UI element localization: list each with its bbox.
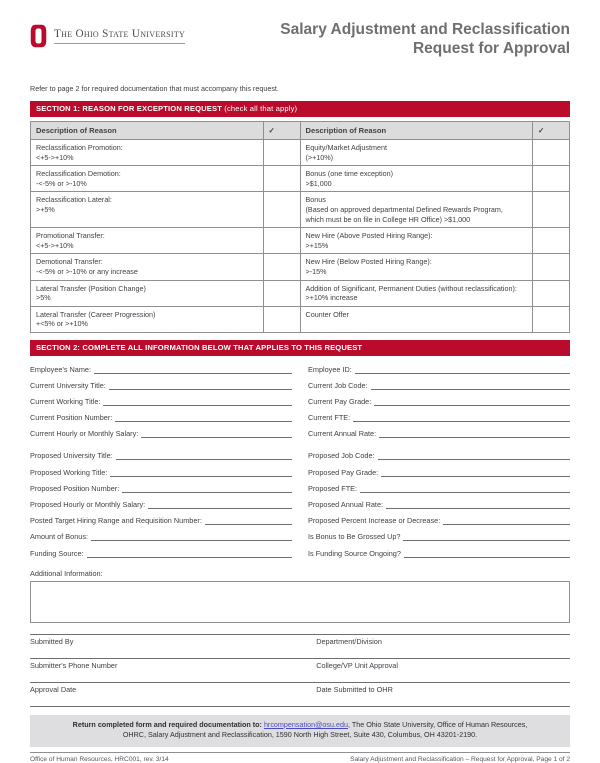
reason-text-line: >-15% <box>305 267 327 277</box>
signature-row <box>30 634 570 647</box>
field-row <box>30 397 292 406</box>
reason-cell-right <box>300 306 533 332</box>
reason-checkbox-left-1[interactable] <box>263 166 300 192</box>
reason-checkbox-right-4[interactable] <box>533 254 570 280</box>
field-label: Posted Target Hiring Range and Requisition Number: <box>30 516 202 526</box>
return-instructions-line-1 <box>42 720 558 731</box>
reason-cell-right <box>300 280 533 306</box>
field-row <box>308 516 570 525</box>
field-column-proposed-right <box>302 451 570 564</box>
field-row <box>30 516 292 525</box>
university-brand <box>30 20 185 48</box>
current-left-input-4[interactable] <box>141 430 292 438</box>
current-right-input-0[interactable] <box>355 366 570 374</box>
section-2-fields <box>30 365 570 565</box>
intro-note: Refer to page 2 for required documentation that must accompany this request. <box>30 84 279 93</box>
proposed-right-input-6[interactable] <box>404 550 570 558</box>
signature-label-right-1: College/VP Unit Approval <box>316 661 398 671</box>
proposed-left-input-1[interactable] <box>110 469 292 477</box>
field-row <box>30 381 292 390</box>
field-label: Amount of Bonus: <box>30 532 89 542</box>
reason-text-line: New Hire (Above Posted Hiring Range): <box>305 231 433 241</box>
reason-cell-right <box>300 254 533 280</box>
table-row <box>31 280 570 306</box>
field-row <box>308 549 570 558</box>
proposed-left-input-2[interactable] <box>122 485 292 493</box>
reason-checkbox-left-0[interactable] <box>263 140 300 166</box>
field-row <box>30 532 292 541</box>
signature-final-rule <box>30 706 570 707</box>
field-label: Proposed Working Title: <box>30 467 108 477</box>
reason-checkbox-left-5[interactable] <box>263 280 300 306</box>
proposed-right-input-5[interactable] <box>403 533 570 541</box>
proposed-left-input-4[interactable] <box>205 517 292 525</box>
reason-checkbox-left-2[interactable] <box>263 192 300 228</box>
reason-text-line: Equity/Market Adjustment <box>305 143 387 153</box>
page-title-line-1: Salary Adjustment and Reclassification <box>280 21 570 38</box>
reason-text-line: >5% <box>36 293 51 303</box>
field-label: Current Annual Rate: <box>308 429 377 439</box>
additional-information-input[interactable] <box>30 581 570 623</box>
proposed-left-input-3[interactable] <box>148 501 292 509</box>
signature-label-left-2: Approval Date <box>30 685 77 695</box>
field-row <box>30 484 292 493</box>
table-header-row <box>31 121 570 140</box>
page-title-line-2: Request for Approval <box>412 40 570 57</box>
field-row <box>308 484 570 493</box>
reason-text-line: Reclassification Demotion: <box>36 169 121 179</box>
reason-checkbox-left-4[interactable] <box>263 254 300 280</box>
reason-text-line: -<-5% or >-10% or any increase <box>36 267 138 277</box>
field-row <box>30 468 292 477</box>
table-row <box>31 254 570 280</box>
section-2-header: SECTION 2: COMPLETE ALL INFORMATION BELOW THAT APPLIES TO THIS REQUEST <box>30 340 570 356</box>
field-row <box>30 365 292 374</box>
table-row <box>31 228 570 254</box>
reason-checkbox-right-0[interactable] <box>533 140 570 166</box>
proposed-right-input-2[interactable] <box>360 485 570 493</box>
proposed-left-input-0[interactable] <box>116 452 292 460</box>
reason-cell-left <box>31 140 264 166</box>
field-row <box>308 381 570 390</box>
field-label: Proposed Annual Rate: <box>308 500 384 509</box>
reason-text-line: Counter Offer <box>305 309 349 319</box>
section-1-subtitle: (check all that apply) <box>224 104 298 113</box>
field-row <box>30 500 292 509</box>
current-right-input-2[interactable] <box>374 398 570 406</box>
signature-block <box>30 634 570 695</box>
field-column-current-right <box>302 365 570 446</box>
field-row <box>308 532 570 541</box>
reason-text-line: which must be on file in College HR Office) >$1,000 <box>305 214 471 224</box>
reason-text-line: >+15% <box>305 240 329 250</box>
field-group-proposed <box>30 451 570 564</box>
field-label: Proposed University Title: <box>30 451 113 461</box>
field-group-current <box>30 365 570 446</box>
field-row <box>308 429 570 438</box>
column-header-reason-right: Description of Reason <box>300 121 533 140</box>
field-row <box>308 365 570 374</box>
field-label: Current Hourly or Monthly Salary: <box>30 429 139 439</box>
current-left-input-2[interactable] <box>103 398 292 406</box>
reason-text-line: <+5->+10% <box>36 240 74 250</box>
reason-text-line: Addition of Significant, Permanent Duties (without reclassification): <box>305 283 517 293</box>
column-header-check-left: ✓ <box>263 121 300 140</box>
reason-text-line: -<-5% or >-10% <box>36 178 87 188</box>
reason-cell-left <box>31 280 264 306</box>
field-label: Proposed Position Number: <box>30 483 120 493</box>
field-row <box>308 451 570 460</box>
reason-cell-right <box>300 228 533 254</box>
return-instructions-address-part: , The Ohio State University, Office of Human Resources, <box>347 719 528 729</box>
reason-cell-left <box>31 228 264 254</box>
reason-checkbox-right-3[interactable] <box>533 228 570 254</box>
reason-checkbox-right-1[interactable] <box>533 166 570 192</box>
field-column-current-left <box>30 365 302 446</box>
field-row <box>308 413 570 422</box>
current-left-input-0[interactable] <box>94 366 292 374</box>
proposed-right-input-0[interactable] <box>378 452 570 460</box>
field-label: Current Position Number: <box>30 413 113 423</box>
reason-checkbox-right-2[interactable] <box>533 192 570 228</box>
field-label: Current FTE: <box>308 413 351 423</box>
field-label: Employee ID: <box>308 364 352 374</box>
proposed-right-input-3[interactable] <box>386 501 570 509</box>
reason-text-line: Bonus (one time exception) <box>305 169 393 179</box>
signature-label-left-0: Submitted By <box>30 637 74 647</box>
reason-checkbox-left-6[interactable] <box>263 306 300 332</box>
reason-cell-right <box>300 140 533 166</box>
osu-block-o-icon <box>30 24 47 48</box>
section-1-title: SECTION 1: REASON FOR EXCEPTION REQUEST <box>36 104 225 113</box>
reason-cell-right <box>300 192 533 228</box>
page-title <box>185 20 570 58</box>
reason-cell-right <box>300 166 533 192</box>
field-label: Proposed Hourly or Monthly Salary: <box>30 500 146 509</box>
current-left-input-3[interactable] <box>115 414 292 422</box>
field-label: Current University Title: <box>30 380 106 390</box>
table-row <box>31 166 570 192</box>
field-row <box>30 451 292 460</box>
reason-cell-left <box>31 254 264 280</box>
reason-text-line: >+10% increase <box>305 293 358 303</box>
field-label: Proposed FTE: <box>308 483 358 493</box>
reason-text-line: >+5% <box>36 205 55 215</box>
field-row <box>308 468 570 477</box>
reason-text-line: Lateral Transfer (Career Progression) <box>36 309 156 319</box>
additional-information-label: Additional Information: <box>30 568 103 578</box>
section-1-header <box>30 101 570 117</box>
signature-label-left-1: Submitter's Phone Number <box>30 661 118 671</box>
field-label: Current Job Code: <box>308 380 368 390</box>
reason-text-line: New Hire (Below Posted Hiring Range): <box>305 257 432 267</box>
field-column-proposed-left <box>30 451 302 564</box>
field-label: Current Pay Grade: <box>308 396 372 406</box>
return-instructions-box <box>30 715 570 747</box>
reason-text-line: Promotional Transfer: <box>36 231 105 241</box>
proposed-right-input-1[interactable] <box>381 469 570 477</box>
university-wordmark-text: The Ohio State University <box>54 28 186 40</box>
footer-right-text: Salary Adjustment and Reclassification – Request for Approval, Page 1 of 2 <box>350 756 570 763</box>
proposed-left-input-6[interactable] <box>87 550 292 558</box>
footer-left-text: Office of Human Resources, HRC001, rev. 3/14 <box>30 756 169 763</box>
table-row <box>31 140 570 166</box>
reason-cell-left <box>31 166 264 192</box>
column-header-reason-left: Description of Reason <box>31 121 264 140</box>
reason-text-line: Demotional Transfer: <box>36 257 103 267</box>
field-row <box>30 429 292 438</box>
hr-compensation-email-link[interactable]: hrcompensation@osu.edu <box>263 719 348 729</box>
current-left-input-1[interactable] <box>109 382 292 390</box>
table-row <box>31 306 570 332</box>
current-right-input-3[interactable] <box>353 414 570 422</box>
reason-text-line: Reclassification Lateral: <box>36 195 112 205</box>
proposed-left-input-5[interactable] <box>91 533 292 541</box>
reason-text-line: (>+10%) <box>305 152 334 162</box>
university-wordmark <box>54 28 185 44</box>
column-header-check-right: ✓ <box>533 121 570 140</box>
return-instructions-lead: Return completed form and required documentation to: <box>72 719 262 729</box>
field-label: Is Funding Source Ongoing? <box>308 548 401 558</box>
reason-text-line: <+5->+10% <box>36 152 74 162</box>
field-label: Proposed Percent Increase or Decrease: <box>308 516 441 526</box>
reason-checkbox-right-5[interactable] <box>533 280 570 306</box>
reason-text-line: Lateral Transfer (Position Change) <box>36 283 146 293</box>
reason-cell-left <box>31 306 264 332</box>
reason-text-line: >$1,000 <box>305 178 332 188</box>
field-row <box>308 500 570 509</box>
signature-row <box>30 658 570 671</box>
current-right-input-1[interactable] <box>371 382 570 390</box>
current-right-input-4[interactable] <box>379 430 570 438</box>
return-instructions-line-2: OHRC, Salary Adjustment and Reclassification, 1590 North High Street, Suite 430, Columbus, OH 43201-2190. <box>122 730 478 740</box>
field-label: Is Bonus to Be Grossed Up? <box>308 532 401 542</box>
field-row <box>308 397 570 406</box>
signature-label-right-2: Date Submitted to OHR <box>316 685 393 695</box>
page-footer <box>30 753 570 763</box>
proposed-right-input-4[interactable] <box>443 517 570 525</box>
signature-row <box>30 682 570 695</box>
field-row <box>30 413 292 422</box>
reason-table <box>30 121 570 334</box>
field-label: Funding Source: <box>30 548 84 558</box>
table-row <box>31 192 570 228</box>
reason-cell-left <box>31 192 264 228</box>
reason-text-line: +<5% or >+10% <box>36 319 88 329</box>
reason-text-line: (Based on approved departmental Defined Rewards Program, <box>305 205 503 215</box>
page-header <box>30 0 570 72</box>
signature-label-right-0: Department/Division <box>316 637 382 647</box>
field-label: Proposed Job Code: <box>308 451 375 461</box>
reason-text-line: Bonus <box>305 195 326 205</box>
field-label: Employee's Name: <box>30 364 92 374</box>
reason-text-line: Reclassification Promotion: <box>36 143 123 153</box>
field-row <box>30 549 292 558</box>
reason-checkbox-right-6[interactable] <box>533 306 570 332</box>
field-label: Current Working Title: <box>30 396 101 406</box>
field-label: Proposed Pay Grade: <box>308 467 379 477</box>
reason-checkbox-left-3[interactable] <box>263 228 300 254</box>
